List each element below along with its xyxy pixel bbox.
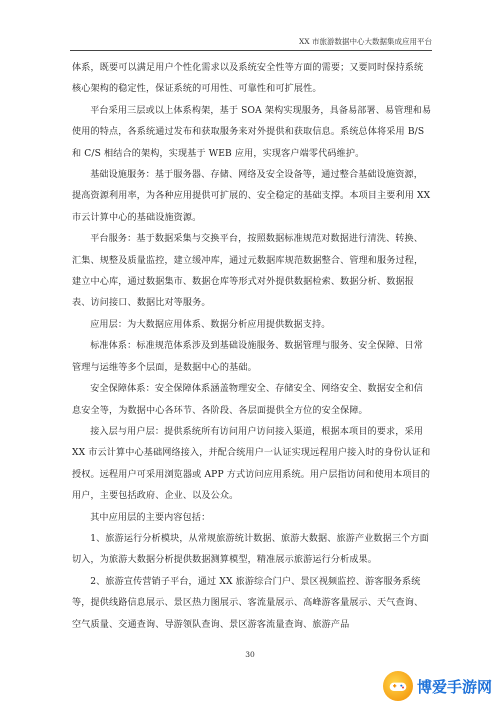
header-title: XX 市旅游数据中心大数据集成应用平台 [298, 37, 432, 46]
paragraph: 应用层：为大数据应用体系、数据分析应用提供数据支持。 [90, 319, 331, 330]
page-number: 30 [245, 650, 255, 659]
paragraph: 基础设施服务：基于服务器、存储、网络及安全设备等，通过整合基础设施资源，提高资源利用率，为各种应用提供可扩展的、安全稳定的基础支撑。本项目主要利用 XX 市云计算中心的基础设施资源。 [72, 170, 431, 223]
paragraph: 2、旅游宣传营销子平台，通过 XX 旅游综合门户、景区视频监控、游客服务系统等，提供线路信息展示、景区热力图展示、客流量展示、高峰游客量展示、天气查询、空气质量、交通查询、导游领队查询、景区游客流量查询、旅游产品 [72, 576, 424, 630]
paragraph: 安全保障体系：安全保障体系涵盖物理安全、存储安全、网络安全、数据安全和信息安全等，为数据中心各环节、各阶段、各层面提供全方位的安全保障。 [72, 384, 423, 416]
paragraph: 标准体系：标准规范体系涉及到基础设施服务、数据管理与服务、安全保障、日常管理与运维等多个层面，是数据中心的基础。 [72, 341, 423, 373]
paragraph: 1、旅游运行分析模块，从常规旅游统计数据、旅游大数据、旅游产业数据三个方面切入，为旅游大数据分析提供数据测算模型，精准展示旅游运行分析成果。 [72, 533, 429, 566]
page-header [70, 36, 432, 51]
paragraph: 其中应用层的主要内容包括： [90, 512, 211, 523]
paragraph: 体系，既要可以满足用户个性化需求以及系统安全性等方面的需要；又要同时保持系统核心架构的稳定性，保证系统的可用性、可靠性和可扩展性。 [72, 63, 424, 95]
site-watermark [383, 671, 492, 701]
watermark-text: 博爱手游网 [416, 677, 492, 696]
gamepad-logo-icon [383, 671, 413, 701]
paragraph: 接入层与用户层：提供系统所有访问用户访问接入渠道，根据本项目的要求，采用 XX 市云计算中心基础网络接入，并配合统用户一认证实现远程用户接入时的身份认证和授权。远程用户可采用浏览器或 APP 方式访问应用系统。用户层指访问和使用本项目的用户，主要包括政府、企业、以及公众。 [72, 426, 431, 502]
paragraph: 平台服务：基于数据采集与交换平台，按照数据标准规范对数据进行清洗、转换、汇集、规整及质量监控，建立缓冲库，通过元数据库规范数据整合、管理和服务过程，建立中心库，通过数据集市、数据仓库等形式对外提供数据检索、数据分析、数据报表、访问接口、数据比对等服务。 [72, 234, 424, 309]
document-body [72, 58, 432, 636]
paragraph: 平台采用三层或以上体系构架，基于 SOA 架构实现服务，具备易部署、易管理和易使用的特点，各系统通过发布和获取服务来对外提供和获取信息。系统总体将采用 B/S 和 C/S 相结合的架构，实现基于 WEB 应用，实现客户端零代码维护。 [72, 105, 432, 159]
